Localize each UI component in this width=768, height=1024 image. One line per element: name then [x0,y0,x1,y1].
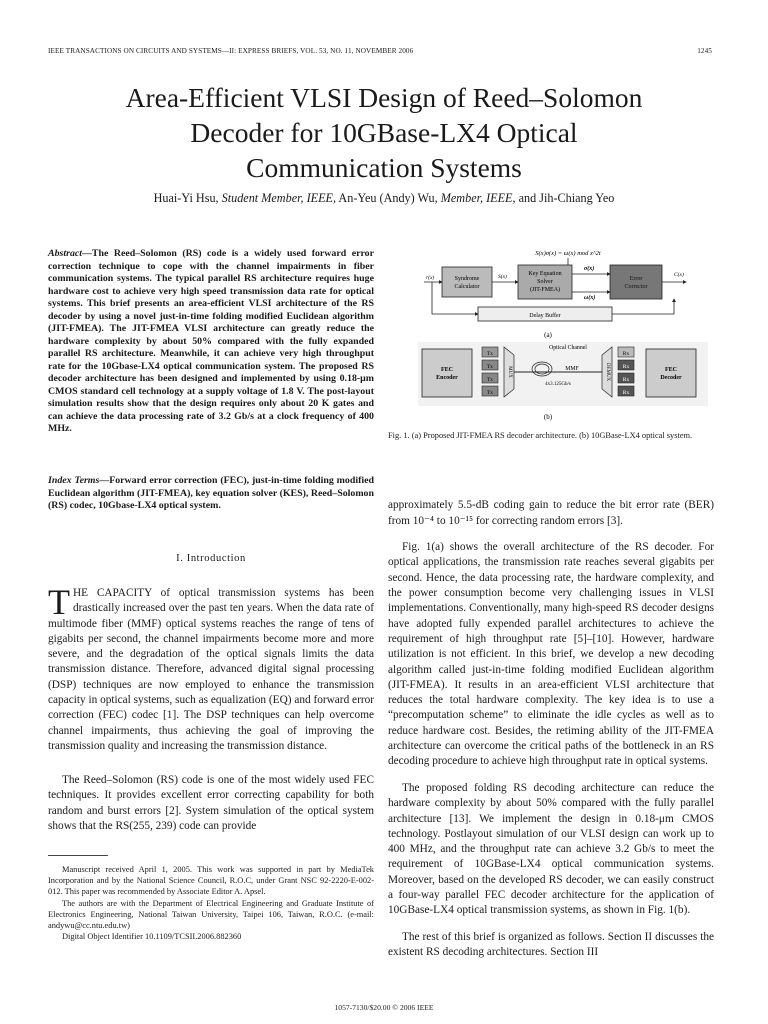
fec-decoder-label: FEC [665,367,677,373]
subfigure-label: (a) [544,331,552,339]
paragraph: Fig. 1(a) shows the overall architecture of the RS decoder. For optical applications, the transmission rate reaches several gigabits per second. Hence, the data processing rate, the hardware complexity, and the power consumption become very challenging issues in VLSI implementations. Conventionally, many high-speed RS decoder designs have adopted fully expended parallel architectures to achieve the requirement of high throughput rate [5]–[10]. However, hardware utilization is not efficient. In this brief, we develop a new decoding algorithm called just-in-time folding modified Euclidean algorithm (JIT-FMEA). It results in an area-efficient VLSI architecture that reduces the total hardware complexity. The key idea is to use a “precomputation scheme” to eliminate the idle cycles as well as to reduce hardware cost. Besides, the retiming ability of the JIT-FMEA architecture can overcome the critical paths of the bottleneck in an RS decoding procedure to achieve high throughput rate in optical systems. [388,541,714,768]
paragraph: approximately 5.5-dB coding gain to reduce the bit error rate (BER) from 10⁻⁴ to 10⁻¹⁵ for correcting random errors [3]. [388,499,714,527]
tx-label: Tx [486,364,494,370]
footnote: The authors are with the Department of Electrical Engineering and Graduate Institute of Electronics Engineering, National Taiwan University, Taipei 106, Taiwan, R.O.C. (e-mail: andywu@cc.ntu.edu.tw) [48,898,374,931]
kes-label: (JIT-FMEA) [529,287,561,293]
syndrome-output-label: S(x) [498,274,507,280]
author-list [40,191,728,206]
title-line: Communication Systems [246,152,522,183]
syndrome-block [442,267,492,297]
index-terms [48,475,374,513]
title-line: Area-Efficient VLSI Design of Reed–Solomon [125,82,643,113]
corrector-label: Corrector [624,284,648,290]
corrector-label: Error [629,276,643,282]
copyright-footer: 1057-7130/$20.00 © 2006 IEEE [334,1003,434,1012]
author-name: Huai-Yi Hsu, [153,191,219,205]
paragraph: The rest of this brief is organized as follows. Section II discusses the existent RS decoding architectures. Section III [388,930,714,959]
arrow [612,299,674,314]
index-terms-text: —Forward error correction (FEC), just-in-time folding modified Euclidean algorithm (JIT-FMEA), key equation solver (KES), Reed–Solomon (RS) codec, 10Gbase-LX4 optical system. [48,475,374,511]
subfigure-label: (b) [543,413,553,421]
mux-label: MUX [507,366,512,378]
footnotes [48,864,374,942]
drop-cap: T [48,582,70,622]
output-label: C(x) [674,272,684,278]
rate-label: 4x3.125Gb/s [545,382,571,387]
rx-label: Rx [622,377,630,383]
syndrome-label: Calculator [454,284,480,290]
rx-label: Rx [622,364,630,370]
tx-label: Tx [486,351,494,357]
optical-channel-label: Optical Channel [549,345,587,351]
tx-label: Tx [486,377,494,383]
sigma-label: σ(x) [584,266,595,272]
footnote-rule [48,855,108,856]
figure-1 [418,245,708,425]
key-equation: S(x)σ(x) = ω(x) mod x^2t [535,250,601,257]
footnote: Digital Object Identifier 10.1109/TCSII.2006.882360 [62,932,242,942]
demux-label: DEMUX [605,362,610,382]
fec-decoder-label: Decoder [660,375,682,381]
paragraph: The proposed folding RS decoding architecture can reduce the hardware complexity by about 50% compared with the fully parallel architecture [13]. We implement the design in 0.18-μm CMOS technology. Postlayout simulation of our VLSI design can work up to 400 MHz, and the throughput rate can achieve 3.2 Gb/s to meet the requirement of 10GBase-LX4 optical communication systems. Moreover, based on the developed RS decoder, we can easily construct a four-way parallel FEC decoder architecture for the application of 10GBase-LX4 optical transmission systems, as shown in Fig. 1(b). [388,781,714,917]
abstract-text: —The Reed–Solomon (RS) code is a widely used forward error correction technique to cope with the channel impairments in fiber communication systems. The typical parallel RS architecture requires huge hardware cost to achieve very high speed transmission data rate for optical systems. This brief presents an area-efficient VLSI architecture of the RS decoder by using a novel just-in-time folding modified Euclidean algorithm (JIT-FMEA). The JIT-FMEA VLSI architecture can greatly reduce the hardware complexity by about 50% compared with the fully expanded parallel RS architecture. Meanwhile, it can achieve very high throughput rate for the 10Gbase-LX4 optical communication system. The proposed RS decoder architecture has been designed and implemented by using 0.18-μm CMOS standard cell technology at a supply voltage of 1.8 V. The post-layout simulation results show that the design requires only about 20 K gates and can achieve the data processing rate of 3.2 Gb/s at a clock frequency of 400 MHz. [48,248,374,434]
delay-label: Delay Buffer [529,313,561,319]
fec-encoder-label: Encoder [436,375,458,381]
figure-diagram [418,245,708,425]
index-terms-label: Index Terms [48,475,100,486]
abstract-label: Abstract [48,248,83,259]
running-header [48,47,712,55]
right-column-body [388,487,714,972]
rx-label: Rx [622,390,630,396]
paper-title [40,80,728,185]
page-number: 1245 [697,47,712,55]
fec-encoder-label: FEC [441,367,453,373]
rx-label: Rx [622,351,630,357]
section-heading: I. Introduction [176,553,246,564]
intro-paragraph [48,582,374,754]
corrector-block [610,265,662,299]
abstract [48,248,374,436]
paragraph-text: HE CAPACITY of optical transmission systems has been drastically increased over the past ten years. When the data rate of multimode fiber (MMF) optical systems reaches the range of tens of gigabits per second, the channel impairments become more and more severe, and the degradation of the optical signals limits the data transmission distance. Therefore, advanced digital signal processing (DSP) techniques are now employed to enhance the transmission capacity in optical systems, such as equalization (EQ) and forward error correction (FEC) codec [1]. The DSP techniques can help overcome channel impairments, thus achieving the goal of improving the transmission quality and increasing the transmission distance. [48,587,374,752]
kes-label: Key Equation [528,271,562,277]
footnote: Manuscript received April 1, 2005. This work was supported in part by MediaTek Incorporation and by the National Science Council, R.O.C, under Grant NSC 92-2220-E-002-012. This paper was recommended by Associate Editor A. Apsel. [48,865,374,897]
title-line: Decoder for 10GBase-LX4 Optical [190,117,578,148]
figure-caption: Fig. 1. (a) Proposed JIT-FMEA RS decoder architecture. (b) 10GBase-LX4 optical system. [388,431,693,440]
fec-decoder-block [646,349,696,397]
omega-label: ω(x) [584,295,596,301]
tx-label: Tx [486,390,494,396]
author-role: Student Member, IEEE, [221,191,337,205]
journal-name: IEEE TRANSACTIONS ON CIRCUITS AND SYSTEMS—II: EXPRESS BRIEFS, VOL. 53, NO. 11, NOVEMBER 2006 [48,47,414,55]
author-name: and Jih-Chiang Yeo [518,191,615,205]
author-role: Member, IEEE, [440,191,516,205]
syndrome-label: Syndrome [454,276,480,282]
fec-encoder-block [422,349,472,397]
kes-label: Solver [537,279,553,285]
intro-paragraph: The Reed–Solomon (RS) code is one of the most widely used FEC techniques. It provides excellent error correcting capability for both random and burst errors [2]. System simulation of the optical system shows that the RS(255, 239) code can provide [48,774,374,832]
author-name: An-Yeu (Andy) Wu, [338,191,438,205]
input-label: r(x) [426,275,435,281]
mmf-label: MMF [565,366,579,372]
